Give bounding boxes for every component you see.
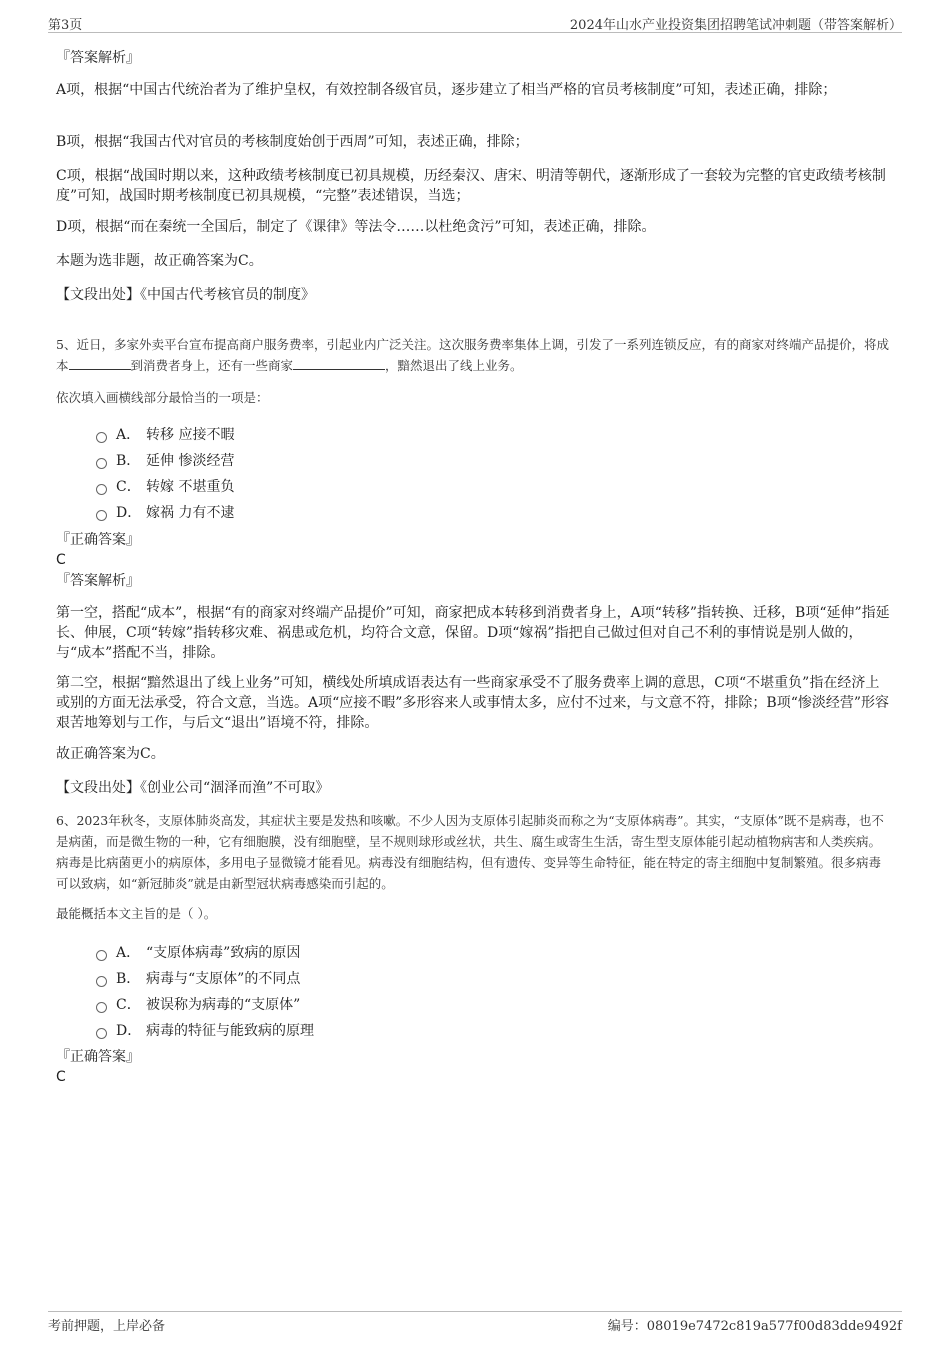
q4-conclusion: 本题为选非题，故正确答案为C。 [56,253,263,269]
q5-option-b[interactable]: B． 延伸 惨淡经营 [96,447,596,473]
q6-answer-label: 『正确答案』 [56,1049,140,1065]
q6-stem: 6、2023年秋冬，支原体肺炎高发，其症状主要是发热和咳嗽。不少人因为支原体引起肺炎而称之为“支原体病毒”。其实，“支原体”既不是病毒，也不是病菌，而是微生物的一种，它有细胞膜，没有细胞壁，呈不规则球形或丝状，共生、腐生或寄生生活，寄生型支原体能引起动植物病害和人类疾病。病毒是比病菌更小的病原体，多用电子显微镜才能看见。病毒没有细胞结构，但有遗传、变异等生命特征，能在特定的寄主细胞中复制繁殖。很多病毒可以致病，如“新冠肺炎”就是由新型冠状病毒感染而引起的。 [56,813,884,891]
document-title: 2024年山水产业投资集团招聘笔试冲刺题（带答案解析） [569,18,902,33]
q5-stem: 5、近日，多家外卖平台宣布提高商户服务费率，引起业内广泛关注。这次服务费率集体上调，引发了一系列连锁反应，有的商家对终端产品提价，将成本 到消费者身上，还有一些商家 ，黯然退出了线上业务。 [56,337,889,373]
footer-slogan: 考前押题，上岸必备 [48,1319,166,1334]
document-id: 编号：08019e7472c819a577f00d83dde9492f [607,1319,902,1334]
q6-option-a[interactable]: A． “支原体病毒”致病的原因 [96,939,596,965]
q5-conclusion: 故正确答案为C。 [56,746,165,762]
q5-analysis-1: 第一空，搭配“成本”，根据“有的商家对终端产品提价”可知，商家把成本转移到消费者身上，A项“转移”指转换、迁移，B项“延伸”指延长、伸展，C项“转嫁”指转移灾难、祸患或危机，均符合文意，保留。D项“嫁祸”指把自己做过但对自己不利的事情说是别人做的，与“成本”搭配不当，排除。 [56,605,890,661]
q5-option-d[interactable]: D． 嫁祸 力有不逮 [96,499,596,525]
q6-option-d[interactable]: D． 病毒的特征与能致病的原理 [96,1017,596,1043]
q5-options [96,421,596,525]
q5-answer-label: 『正确答案』 [56,532,140,548]
q5-blank-1 [69,356,131,370]
q5-option-c[interactable]: C． 转嫁 不堪重负 [96,473,596,499]
q4-analysis-a: A项，根据“中国古代统治者为了维护皇权，有效控制各级官员，逐步建立了相当严格的官员考核制度”可知，表述正确，排除； [56,82,837,98]
q5-answer: C [56,552,66,568]
q5-instruction: 依次填入画横线部分最恰当的一项是： [56,390,269,405]
q4-analysis-b: B项，根据“我国古代对官员的考核制度始创于西周”可知，表述正确，排除； [56,134,529,150]
q6-options [96,939,596,1043]
q6-option-b[interactable]: B． 病毒与“支原体”的不同点 [96,965,596,991]
q6-instruction: 最能概括本文主旨的是（ ）。 [56,906,217,921]
radio-icon[interactable] [96,510,107,521]
page-header [48,14,902,33]
q5-source: 【文段出处】《创业公司“涸泽而渔”不可取》 [56,780,330,796]
q6-answer: C [56,1069,66,1085]
q4-analysis-c: C项，根据“战国时期以来，这种政绩考核制度已初具规模，历经秦汉、唐宋、明清等朝代，逐渐形成了一套较为完整的官吏政绩考核制度”可知，战国时期考核制度已初具规模，“完整”表述错误，当选； [56,168,886,204]
q6-option-c[interactable]: C． 被误称为病毒的“支原体” [96,991,596,1017]
q4-analysis-d: D项，根据“而在秦统一全国后，制定了《课律》等法令……以杜绝贪污”可知，表述正确，排除。 [56,219,656,235]
page-footer [48,1311,902,1334]
q4-analysis-label: 『答案解析』 [56,50,140,66]
radio-icon[interactable] [96,432,107,443]
radio-icon[interactable] [96,1028,107,1039]
q4-source: 【文段出处】《中国古代考核官员的制度》 [56,287,315,303]
q5-analysis-2: 第二空，根据“黯然退出了线上业务”可知，横线处所填成语表达有一些商家承受不了服务费率上调的意思，C项“不堪重负”指在经济上或别的方面无法承受，符合文意，当选。A项“应接不暇”多形容来人或事情太多，应付不过来，与文意不符，排除；B项“惨淡经营”形容艰苦地筹划与工作，与后文“退出”语境不符，排除。 [56,675,890,731]
radio-icon[interactable] [96,1002,107,1013]
radio-icon[interactable] [96,484,107,495]
q5-blank-2 [293,356,385,370]
radio-icon[interactable] [96,976,107,987]
radio-icon[interactable] [96,950,107,961]
radio-icon[interactable] [96,458,107,469]
q5-option-a[interactable]: A． 转移 应接不暇 [96,421,596,447]
page-number: 第3页 [48,18,83,33]
q5-analysis-label: 『答案解析』 [56,573,140,589]
